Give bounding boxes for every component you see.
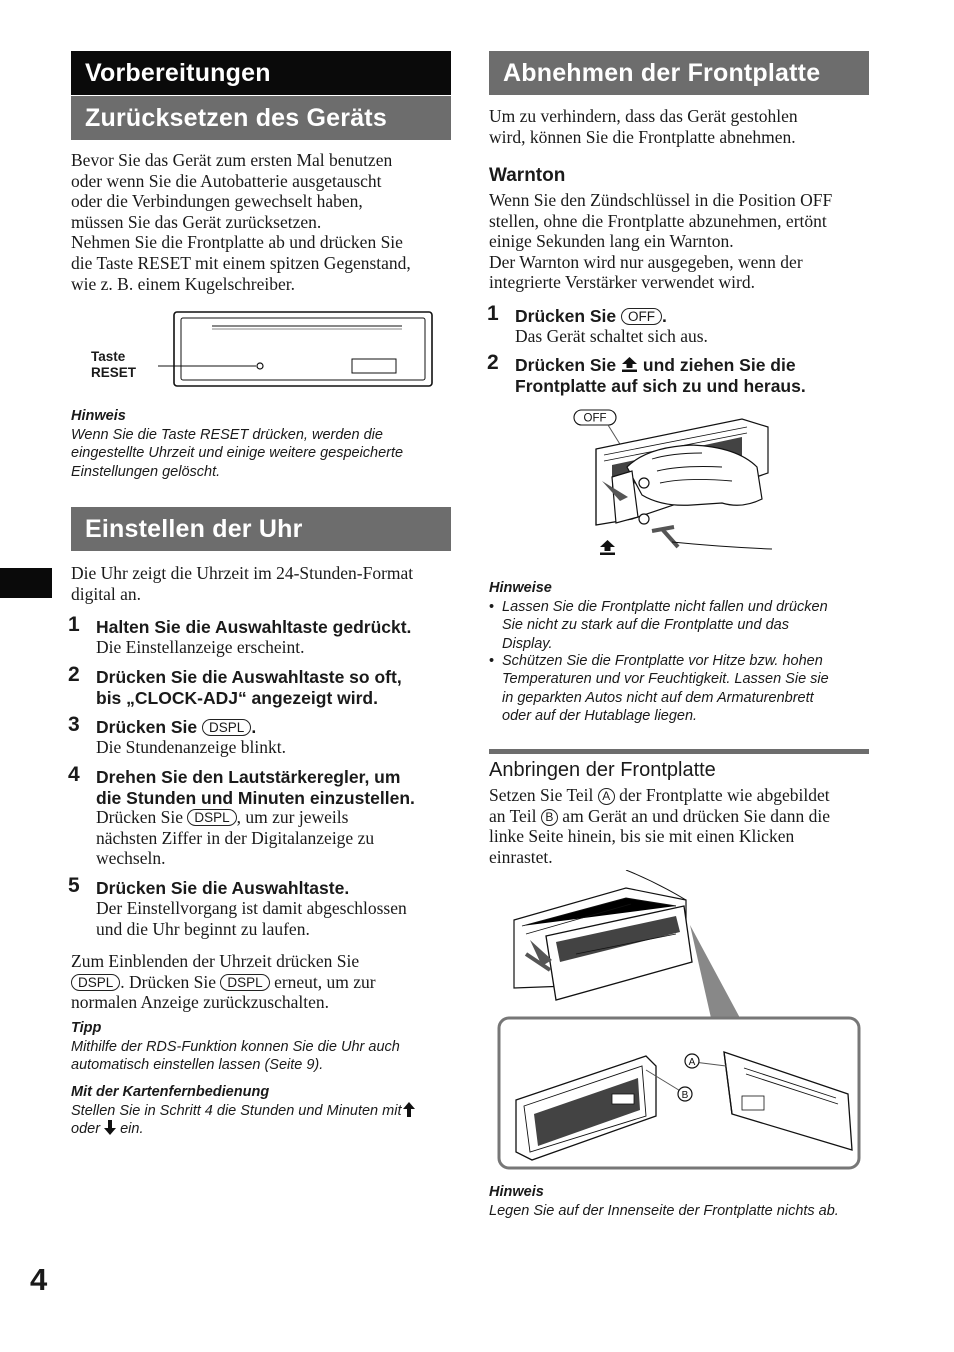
step-text: Drücken Sie DSPL , um zur jeweils nächsten Ziffer in der Digitalanzeige zu wechseln. bbox=[96, 807, 375, 869]
step-title: Halten Sie die Auswahltaste gedrückt. bbox=[96, 617, 412, 637]
step-number: 2 bbox=[68, 663, 80, 686]
remote-text: Stellen Sie in Schritt 4 die Stunden und Minuten mit oder ein. bbox=[71, 1102, 456, 1139]
attach-text: Setzen Sie Teil A der Frontplatte wie abgebildet an Teil B am Gerät an und drücken Sie dann die linke Seite hinein, bis sie mit einen Klicken einrastet. bbox=[489, 785, 831, 867]
chapter-tab bbox=[0, 568, 52, 598]
step-number: 1 bbox=[68, 613, 80, 636]
tip-title: Tipp bbox=[71, 1020, 102, 1036]
section-banner-clock: Einstellen der Uhr bbox=[71, 507, 451, 551]
off-label: OFF bbox=[583, 412, 607, 425]
note-text: Wenn Sie die Taste RESET drücken, werden die eingestellte Uhrzeit und einige weitere gespeicherte Einstellungen gelöscht. bbox=[71, 427, 404, 480]
remove-faceplate-illustration bbox=[572, 407, 777, 562]
hint-item: • Lassen Sie die Frontplatte nicht fallen und drücken Sie nicht zu stark auf die Frontplatte und das Display. bbox=[489, 599, 828, 652]
release-icon bbox=[621, 356, 638, 373]
step-title: Drücken Sie DSPL . bbox=[96, 717, 257, 737]
step-number: 4 bbox=[68, 763, 80, 786]
fig-label-b: B bbox=[681, 1090, 689, 1101]
reset-figure-label: Taste RESET bbox=[91, 349, 137, 380]
step-title: Drücken Sie und ziehen Sie die Frontplatte auf sich zu und heraus. bbox=[515, 355, 806, 396]
dspl-button-label: DSPL bbox=[71, 974, 120, 991]
clock-intro: Die Uhr zeigt die Uhrzeit im 24-Stunden-Format digital an. bbox=[71, 563, 414, 604]
display-paragraph: Zum Einblenden der Uhrzeit drücken Sie DSPL . Drücken Sie DSPL erneut, um zur normalen Anzeige zurückzuschalten. bbox=[71, 951, 376, 1013]
off-button-label: OFF bbox=[621, 308, 662, 325]
attach-faceplate-illustration bbox=[496, 870, 862, 1172]
arrow-down-icon bbox=[104, 1120, 116, 1135]
step-title: Drücken Sie OFF . bbox=[515, 306, 667, 326]
arrow-up-icon bbox=[403, 1102, 415, 1117]
dspl-button-label: DSPL bbox=[202, 719, 251, 736]
attach-heading: Anbringen der Frontplatte bbox=[489, 759, 716, 781]
step-number: 3 bbox=[68, 713, 80, 736]
step-text: Die Stundenanzeige blinkt. bbox=[96, 737, 287, 757]
part-a-marker: A bbox=[598, 788, 615, 805]
step-number: 2 bbox=[487, 351, 499, 374]
section-banner-reset: Zurücksetzen des Geräts bbox=[71, 96, 451, 140]
reset-paragraph: Bevor Sie das Gerät zum ersten Mal benutzen oder wenn Sie die Autobatterie ausgetauscht oder die Verbindungen gewechselt haben, müssen Sie das Gerät zurücksetzen. Nehmen Sie die Frontplatte ab und drücken Sie die Taste RESET mit einem spitzen Gegenstand, wie z. B. einem Kugelschreiber. bbox=[71, 150, 411, 294]
step-text: Der Einstellvorgang ist damit abgeschlossen und die Uhr beginnt zu laufen. bbox=[96, 898, 407, 939]
note-title: Hinweis bbox=[71, 408, 126, 424]
hints-title: Hinweise bbox=[489, 580, 552, 596]
step-number: 1 bbox=[487, 302, 499, 325]
dspl-button-label: DSPL bbox=[220, 974, 269, 991]
remove-intro: Um zu verhindern, dass das Gerät gestohlen wird, können Sie die Frontplatte abnehmen. bbox=[489, 106, 798, 147]
part-b-marker: B bbox=[541, 809, 558, 826]
reset-device-illustration bbox=[150, 308, 440, 390]
step-title: Drücken Sie die Auswahltaste so oft, bis „CLOCK-ADJ“ angezeigt wird. bbox=[96, 667, 402, 708]
section-banner-remove-faceplate: Abnehmen der Frontplatte bbox=[489, 51, 869, 95]
remote-title: Mit der Kartenfernbedienung bbox=[71, 1084, 270, 1100]
tip-text: Mithilfe der RDS-Funktion konnen Sie die Uhr auch automatisch einstellen lassen (Seite 9). bbox=[71, 1039, 400, 1074]
step-title: Drücken Sie die Auswahltaste. bbox=[96, 878, 350, 898]
warning-heading: Warnton bbox=[489, 165, 566, 186]
section-divider bbox=[489, 749, 869, 754]
warning-text: Wenn Sie den Zündschlüssel in die Position OFF stellen, ohne die Frontplatte abzunehmen, ertönt einige Sekunden lang ein Warnton. Der Warnton wird nur ausgegeben, wenn der integrierte Verstärker verwendet wird. bbox=[489, 190, 833, 293]
page-number: 4 bbox=[30, 1262, 48, 1297]
step-text: Das Gerät schaltet sich aus. bbox=[515, 326, 708, 346]
note-text: Legen Sie auf der Innenseite der Frontplatte nichts ab. bbox=[489, 1203, 839, 1219]
note-title: Hinweis bbox=[489, 1184, 544, 1200]
step-number: 5 bbox=[68, 874, 80, 897]
hint-item: • Schützen Sie die Frontplatte vor Hitze bzw. hohen Temperaturen und vor Feuchtigkeit. Lassen Sie sie in geparkten Autos nicht auf dem Armaturenbrett oder auf der Hutablage liegen. bbox=[489, 653, 829, 724]
section-banner-vorbereitungen: Vorbereitungen bbox=[71, 51, 451, 95]
dspl-button-label: DSPL bbox=[187, 809, 236, 826]
fig-label-a: A bbox=[688, 1057, 696, 1068]
step-title: Drehen Sie den Lautstärkeregler, um die Stunden und Minuten einzustellen. bbox=[96, 767, 415, 808]
step-text: Die Einstellanzeige erscheint. bbox=[96, 637, 305, 657]
